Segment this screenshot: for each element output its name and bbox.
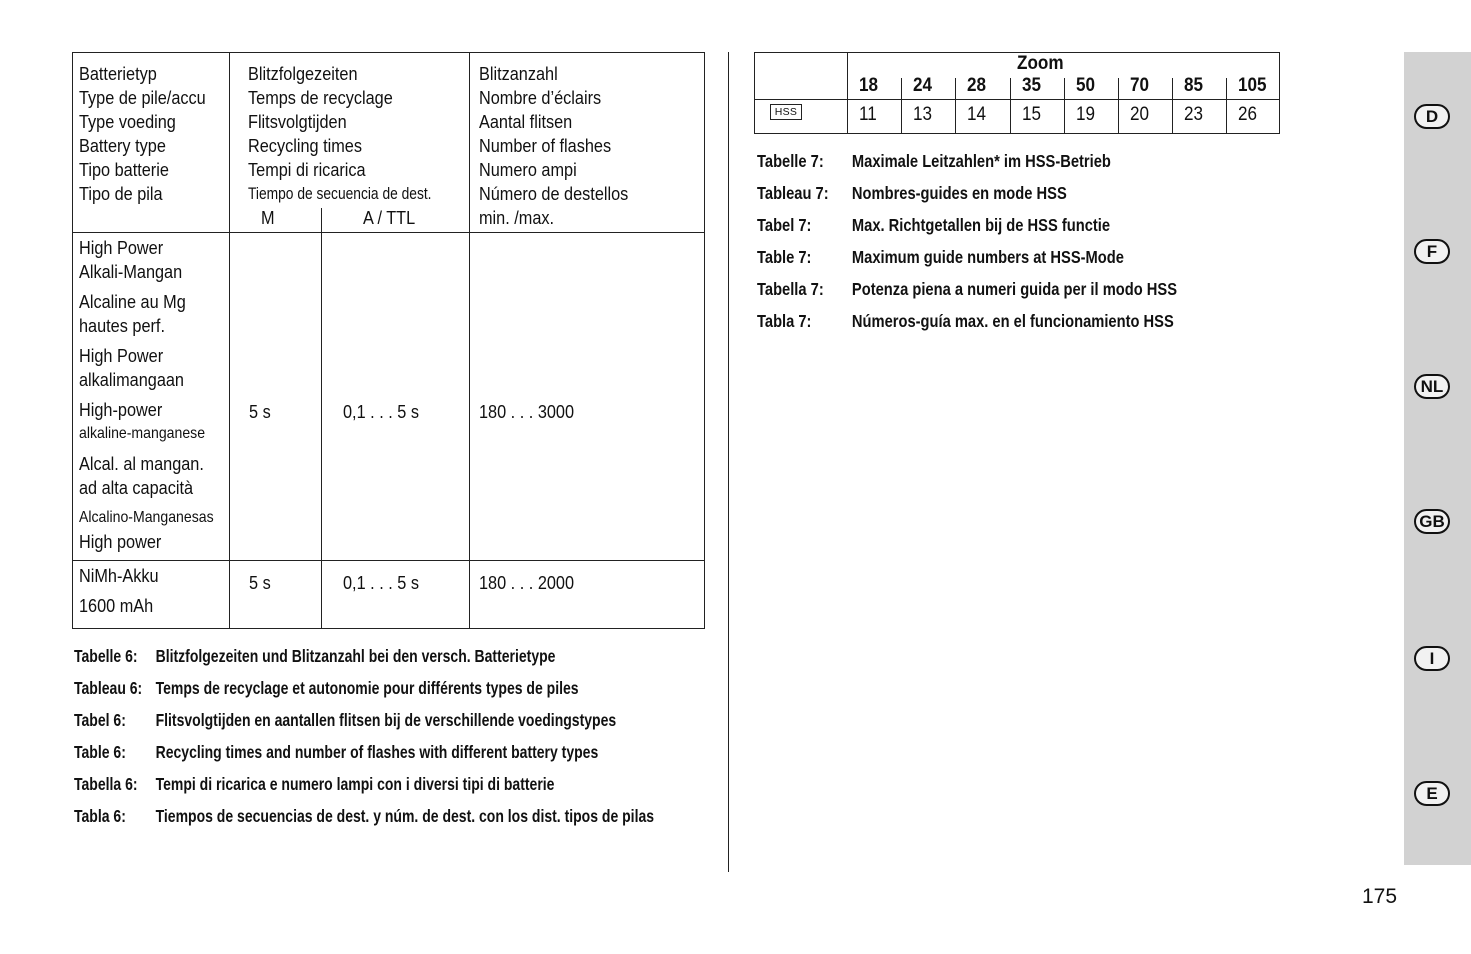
zoom-value-4: 50: [1075, 75, 1095, 96]
table-7-col-divider: [1064, 78, 1065, 133]
zoom-value-6: 85: [1184, 75, 1204, 96]
caption-text: Flitsvolgtijden en aantallen flitsen bij de verschillende voedingstypes: [155, 710, 617, 730]
guide-number-5: 20: [1130, 104, 1150, 125]
table-7-col-divider: [847, 53, 848, 133]
caption-text: Potenza piena a numeri guida per il modo HSS: [851, 279, 1178, 299]
guide-number-0: 11: [859, 104, 877, 125]
caption-label: Table 6:: [74, 742, 126, 762]
table-row-nimh-battery: NiMh-Akku 1600 mAh: [79, 565, 159, 616]
caption-text: Tempi di ricarica e numero lampi con i diversi tipi di batterie: [155, 774, 555, 794]
caption-label: Tabel 6:: [74, 710, 126, 730]
table-7-col-divider: [1226, 78, 1227, 133]
caption-label: Tabelle 6:: [74, 646, 138, 666]
guide-number-7: 26: [1238, 104, 1258, 125]
caption-text: Max. Richtgetallen bij de HSS functie: [851, 215, 1111, 235]
caption-label: Tabelle 7:: [757, 151, 824, 171]
caption-text: Temps de recyclage et autonomie pour différents types de piles: [155, 678, 579, 698]
caption-text: Nombres-guides en mode HSS: [851, 183, 1067, 203]
table-row-alkaline-battery: High Power Alkali-Mangan Alcaline au Mg hautes perf. High Power alkalimangaan High-power alkaline-manganese Alcal. al mangan. ad alta capacità Alcalino-Manganesas High power: [79, 237, 214, 552]
caption-label: Tabel 7:: [757, 215, 812, 235]
header-sub-m: M: [261, 207, 275, 228]
caption-text: Tiempos de secuencias de dest. y núm. de dest. con los dist. tipos de pilas: [155, 806, 655, 826]
language-tab-d[interactable]: D: [1414, 104, 1450, 129]
row-2-recycling-m: 5 s: [249, 572, 271, 593]
caption-label: Tableau 7:: [757, 183, 829, 203]
caption-text: Blitzfolgezeiten und Blitzanzahl bei den versch. Batterietype: [155, 646, 556, 666]
caption-text: Maximum guide numbers at HSS-Mode: [851, 247, 1124, 267]
caption-text: Maximale Leitzahlen* im HSS-Betrieb: [851, 151, 1111, 171]
table-6: [72, 52, 705, 629]
header-sub-attl: A / TTL: [363, 207, 416, 228]
caption-label: Tabella 6:: [74, 774, 138, 794]
hss-icon: HSS: [770, 104, 802, 120]
caption-label: Tabla 6:: [74, 806, 126, 826]
table-7-col-divider: [1010, 78, 1011, 133]
table-6-col-divider: [469, 53, 470, 628]
table-7: [754, 52, 1280, 134]
zoom-header: Zoom: [1017, 53, 1064, 74]
guide-number-1: 13: [913, 104, 933, 125]
guide-number-6: 23: [1184, 104, 1204, 125]
guide-number-4: 19: [1075, 104, 1095, 125]
caption-text: Números-guía max. en el funcionamiento HSS: [851, 311, 1174, 331]
language-tab-gb[interactable]: GB: [1414, 509, 1450, 534]
table-7-col-divider: [955, 78, 956, 133]
language-tab-f[interactable]: F: [1414, 239, 1450, 264]
row-1-recycling-m: 5 s: [249, 401, 271, 422]
row-1-flashes: 180 . . . 3000: [479, 401, 575, 422]
language-sidebar: [1404, 52, 1471, 865]
caption-label: Tabla 7:: [757, 311, 812, 331]
header-number-of-flashes: Blitzanzahl Nombre d’éclairs Aantal flitsen Number of flashes Numero ampi Número de destellos min. /max.: [479, 63, 629, 228]
table-6-row-divider: [73, 560, 704, 561]
table-7-col-divider: [901, 78, 902, 133]
language-tab-nl[interactable]: NL: [1414, 374, 1450, 399]
table-6-col-divider: [229, 53, 230, 628]
guide-number-2: 14: [967, 104, 987, 125]
table-6-col-divider: [321, 208, 322, 628]
column-divider: [728, 52, 729, 872]
zoom-value-7: 105: [1238, 75, 1267, 96]
language-tab-i[interactable]: I: [1414, 646, 1450, 671]
header-battery-type: Batterietyp Type de pile/accu Type voeding Battery type Tipo batterie Tipo de pila: [79, 63, 206, 204]
header-recycling-times: Blitzfolgezeiten Temps de recyclage Flitsvolgtijden Recycling times Tempi di ricarica Tiempo de secuencia de dest.: [248, 63, 432, 203]
guide-number-3: 15: [1021, 104, 1041, 125]
page-number: 175: [1362, 885, 1398, 908]
caption-label: Tableau 6:: [74, 678, 143, 698]
table-7-col-divider: [1118, 78, 1119, 133]
row-2-recycling-attl: 0,1 . . . 5 s: [343, 572, 420, 593]
table-6-header-divider: [73, 232, 704, 233]
zoom-value-3: 35: [1021, 75, 1041, 96]
zoom-value-5: 70: [1130, 75, 1150, 96]
zoom-value-1: 24: [913, 75, 933, 96]
table-7-col-divider: [1172, 78, 1173, 133]
zoom-value-0: 18: [859, 75, 879, 96]
zoom-value-2: 28: [967, 75, 987, 96]
caption-label: Tabella 7:: [757, 279, 824, 299]
language-tab-e[interactable]: E: [1414, 781, 1450, 806]
row-1-recycling-attl: 0,1 . . . 5 s: [343, 401, 420, 422]
row-2-flashes: 180 . . . 2000: [479, 572, 575, 593]
caption-label: Table 7:: [757, 247, 812, 267]
caption-text: Recycling times and number of flashes with different battery types: [155, 742, 599, 762]
table-7-row-divider: [755, 99, 1279, 100]
